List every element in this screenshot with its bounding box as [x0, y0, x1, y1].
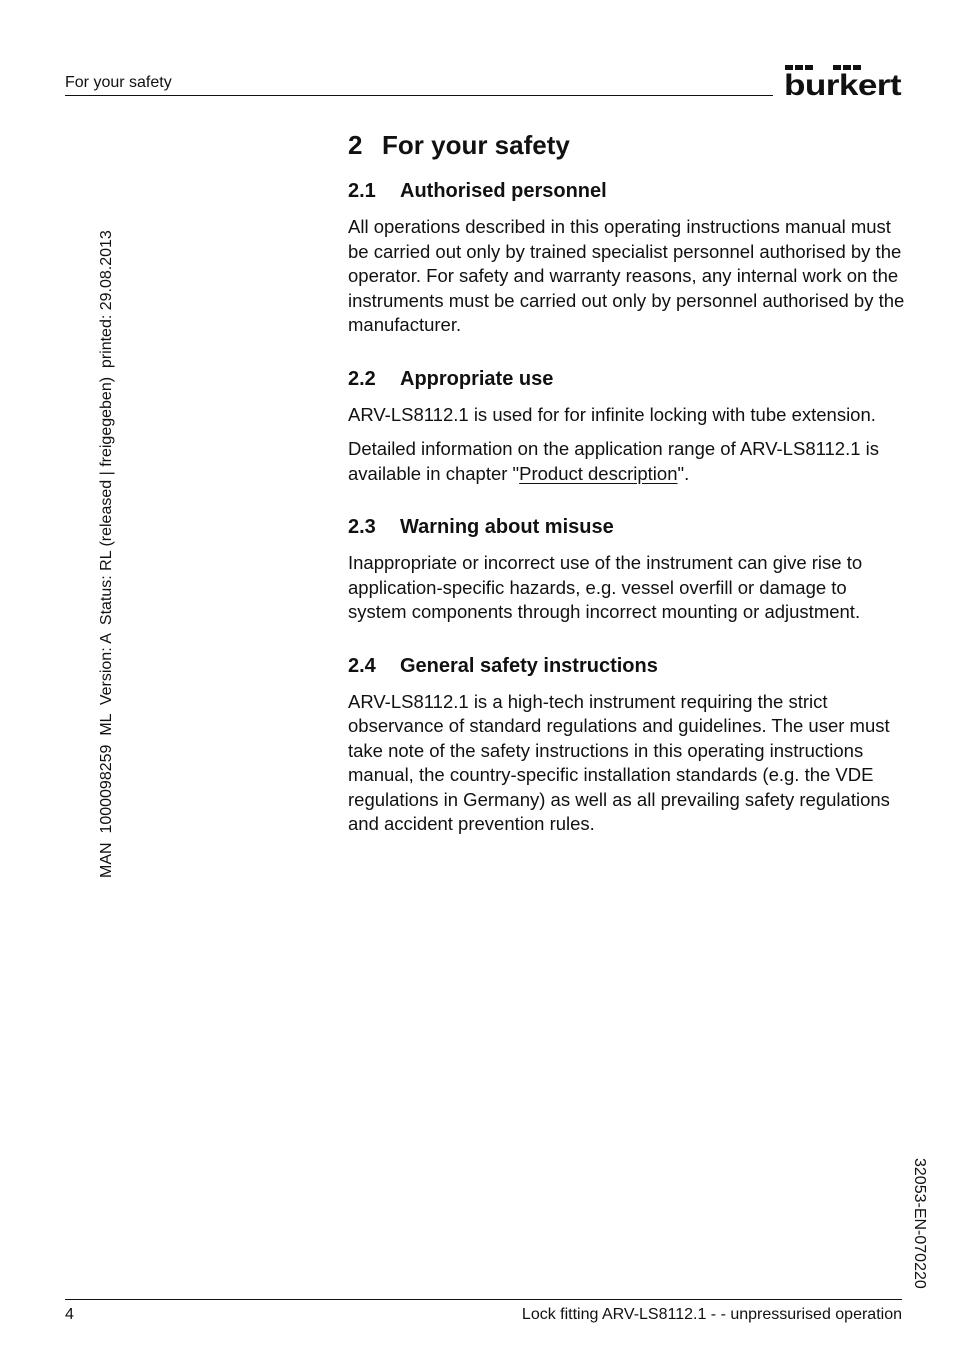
document-code: 32053-EN-070220 [911, 1158, 928, 1289]
paragraph: Inappropriate or incorrect use of the instrument can give rise to application-specific hazards, e.g. vessel overfill or damage to system components through incorrect mounting or adjustment. [348, 552, 863, 622]
chapter-heading [348, 128, 908, 162]
logo-wordmark: burkert [784, 69, 902, 98]
footer-rule [65, 1299, 902, 1300]
section-appropriate-use [348, 366, 908, 487]
section-heading [348, 514, 908, 540]
section-heading [348, 366, 908, 392]
paragraph-text: ". [677, 462, 690, 484]
section-number: 2.3 [348, 516, 376, 538]
paragraph: All operations described in this operating instructions manual must be carried out only by trained specialist personnel authorised by the operator. For safety and warranty reasons, any internal work on the instruments must be carried out only by personnel authorised by the manufacturer. [348, 216, 905, 335]
section-authorised-personnel [348, 178, 908, 338]
main-content [348, 128, 908, 847]
side-document-metadata: MAN 1000098259 ML Version: A Status: RL (released | freigegeben) printed: 29.08.2013 [98, 230, 115, 878]
section-heading [348, 653, 908, 679]
section-title: Warning about misuse [400, 516, 614, 538]
section-number: 2.1 [348, 180, 376, 202]
section-heading [348, 178, 908, 204]
paragraph-text: Detailed information on the application range of ARV-LS8112.1 is available in chapter " [348, 438, 880, 484]
section-general-safety-instructions [348, 653, 908, 837]
paragraph: ARV-LS8112.1 is used for for infinite locking with tube extension. [348, 403, 876, 425]
header-rule [65, 95, 773, 96]
chapter-title: For your safety [382, 130, 570, 160]
section-title: General safety instructions [400, 654, 658, 677]
burkert-logo [784, 64, 902, 98]
running-header-title: For your safety [65, 74, 172, 91]
paragraph: ARV-LS8112.1 is a high-tech instrument requiring the strict observance of standard regulations and guidelines. The user must take note of the safety instructions in this operating instructions manual, the country-specific installation standards (e.g. the VDE regulations in Germany) as well as all prevailing safety regulations and accident prevention rules. [348, 690, 890, 834]
section-number: 2.2 [348, 367, 376, 390]
paragraph-with-link [348, 437, 908, 486]
section-title: Appropriate use [400, 367, 554, 390]
section-number: 2.4 [348, 654, 376, 677]
section-warning-about-misuse [348, 514, 908, 625]
section-title: Authorised personnel [400, 180, 607, 202]
chapter-number: 2 [348, 130, 363, 160]
product-description-link[interactable]: Product description [519, 462, 678, 484]
running-footer-title: Lock fitting ARV-LS8112.1 - - unpressurised operation [521, 1306, 902, 1323]
page-number: 4 [65, 1306, 74, 1323]
